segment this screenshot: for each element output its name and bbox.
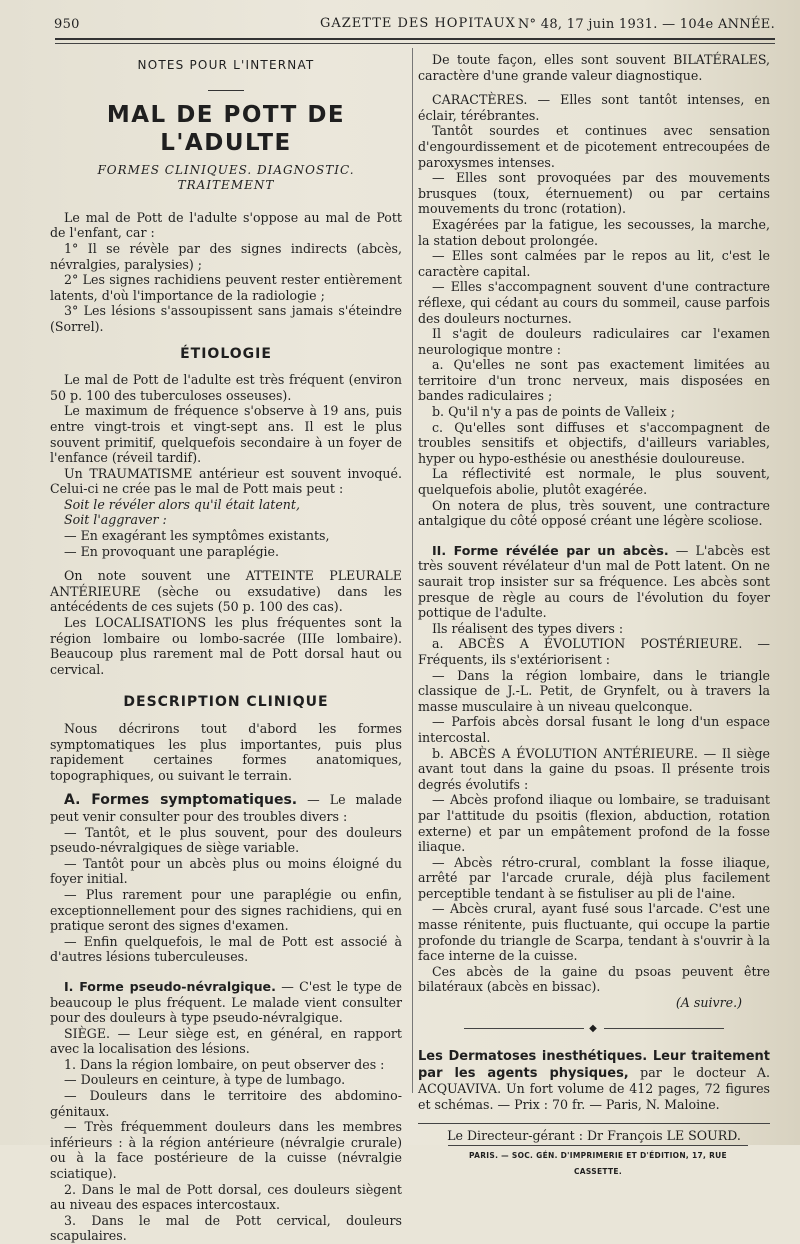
paragraph: — Douleurs dans le territoire des abdomino-génitaux. xyxy=(50,1088,402,1119)
paragraph: On notera de plus, très souvent, une contracture antalgique du côté opposé créant une légère scoliose. xyxy=(418,497,770,529)
subheading-abces: II. Forme révélée par un abcès. xyxy=(432,542,669,558)
paragraph: — Tantôt, et le plus souvent, pour des douleurs pseudo-névralgiques de siège variable. xyxy=(50,824,402,856)
paragraph: — Douleurs en ceinture, à type de lumbago. xyxy=(64,1072,346,1088)
column-separator xyxy=(412,48,413,1093)
paragraph: c. Qu'elles sont diffuses et s'accompagnent de troubles sensitifs et objectifs, d'ailleurs variables, hyper ou hypo-esthésie ou anesthésie douloureuse. xyxy=(418,419,770,466)
paragraph: 3. Dans le mal de Pott cervical, douleurs scapulaires. xyxy=(50,1212,402,1244)
issue-info: N° 48, 17 juin 1931. — 104e ANNÉE. xyxy=(517,17,775,32)
article-title: MAL DE POTT DE L'ADULTE xyxy=(106,101,346,156)
paragraph: b. Qu'il n'y a pas de points de Valleix ; xyxy=(432,404,675,420)
to-be-continued: (A suivre.) xyxy=(675,995,742,1011)
paragraph: — Parfois abcès dorsal fusant le long d'un espace intercostal. xyxy=(418,714,770,745)
paragraph: Exagérées par la fatigue, les secousses, la marche, la station debout prolongée. xyxy=(418,216,770,248)
paragraph: — Abcès rétro-crural, comblant la fosse iliaque, arrêté par l'arcade crurale, déjà plus facilement perceptible tendant à se fistuliser au pli de l'aine. xyxy=(418,854,770,901)
paragraph: Soit le révéler alors qu'il était latent, xyxy=(64,496,300,512)
paragraph: Ces abcès de la gaine du psoas peuvent être bilatéraux (abcès en bissac). xyxy=(418,963,770,995)
paragraph: Les LOCALISATIONS les plus fréquentes sont la région lombaire ou lombo-sacrée (IIIe lombaire). Beaucoup plus rarement mal de Pott dorsal haut ou cervical. xyxy=(50,615,402,677)
subheading-pseudo: I. Forme pseudo-névralgique. xyxy=(64,978,276,994)
heading-etiologie: ÉTIOLOGIE xyxy=(180,345,272,362)
intro-paragraph: 3° Les lésions s'assoupissent sans jamais s'éteindre (Sorrel). xyxy=(50,303,402,334)
paragraph: — Plus rarement pour une paraplégie ou enfin, exceptionnellement pour des signes rachidiens, qui en pratique seront des signes d'examen. xyxy=(50,886,402,934)
paragraph: On note souvent une ATTEINTE PLEURALE ANTÉRIEURE (sèche ou exsudative) dans les antécédents de ces sujets (50 p. 100 des cas). xyxy=(50,568,402,615)
paragraph: Tantôt sourdes et continues avec sensation d'engourdissement et de picotement entrecoupées de paroxysmes intenses. xyxy=(418,123,770,170)
paragraph: — En provoquant une paraplégie. xyxy=(64,543,279,559)
paragraph: A. Formes symptomatiques. — Le malade peut venir consulter pour des troubles divers : xyxy=(50,792,403,824)
paragraph: — Très fréquemment douleurs dans les membres inférieurs : à la région antérieure (névralgie crurale) ou à la face postérieure de la cuisse (névralgie sciatique). xyxy=(50,1119,402,1182)
header-rule-thin xyxy=(55,43,775,44)
paragraph: Il s'agit de douleurs radiculaires car l'examen neurologique montre : xyxy=(418,326,770,357)
right-column xyxy=(418,52,770,1179)
footer-rule xyxy=(418,1123,770,1124)
paragraph: Soit l'aggraver : xyxy=(64,512,167,528)
article-subtitle: FORMES CLINIQUES. DIAGNOSTIC. TRAITEMENT xyxy=(97,162,355,193)
paragraph: II. Forme révélée par un abcès. — L'abcès est très souvent révélateur d'un mal de Pott latent. On ne saurait trop insister sur sa fréquence. Les abcès sont presque de règle au cours de l'évolution du foyer pottique de l'adulte. xyxy=(418,542,770,621)
intro-paragraph: 2° Les signes rachidiens peuvent rester entièrement latents, d'où l'importance de la radiologie ; xyxy=(50,272,402,303)
book-title: Les Dermatoses inesthétiques. Leur traitement par les agents physiques, xyxy=(418,1049,770,1081)
paragraph: — Elles sont provoquées par des mouvements brusques (toux, éternuement) ou par certains mouvements du tronc (rotation). xyxy=(418,170,770,217)
paragraph: CARACTÈRES. — Elles sont tantôt intenses, en éclair, térébrantes. xyxy=(418,92,770,123)
paragraph: — Elles sont calmées par le repos au lit, c'est le caractère capital. xyxy=(418,248,770,279)
paragraph: a. Qu'elles ne sont pas exactement limitées au territoire d'un tronc nerveux, mais disposées en bandes radiculaires ; xyxy=(418,357,770,404)
paragraph: Un TRAUMATISME antérieur est souvent invoqué. Celui-ci ne crée pas le mal de Pott mais peut : xyxy=(50,465,402,497)
paragraph: Le mal de Pott de l'adulte est très fréquent (environ 50 p. 100 des tuberculoses osseuses). xyxy=(50,372,402,403)
paragraph: La réflectivité est normale, le plus souvent, quelquefois abolie, plutôt exagérée. xyxy=(418,466,770,498)
paragraph: Ils réalisent des types divers : xyxy=(432,620,624,636)
paragraph: b. ABCÈS A ÉVOLUTION ANTÉRIEURE. — Il siège avant tout dans la gaine du psoas. Il présente trois degrés évolutifs : xyxy=(418,745,770,792)
intro-paragraph: 1° Il se révèle par des signes indirects (abcès, névralgies, paralysies) ; xyxy=(50,240,402,272)
section-label: NOTES POUR L'INTERNAT xyxy=(137,58,315,72)
paragraph: — Elles s'accompagnent souvent d'une contracture réflexe, qui cédant au cours du sommeil, cause parfois des douleurs nocturnes. xyxy=(418,279,770,326)
page-number: 950 xyxy=(54,17,80,32)
heading-description: DESCRIPTION CLINIQUE xyxy=(123,694,329,711)
title-rule xyxy=(208,90,244,91)
paragraph: I. Forme pseudo-névralgique. — C'est le type de beaucoup le plus fréquent. Le malade vient consulter pour des douleurs à type pseudo-névralgique. xyxy=(50,978,402,1026)
header-rule xyxy=(55,38,775,40)
paragraph: Nous décrirons tout d'abord les formes symptomatiques les plus importantes, puis plus rapidement certaines formes anatomiques, topographiques, ou suivant le terrain. xyxy=(50,721,402,783)
ornament-divider: ◆ xyxy=(418,1021,770,1037)
page-header xyxy=(50,14,775,36)
paragraph: — Dans la région lombaire, dans le triangle classique de J.-L. Petit, de Grynfelt, ou à travers la masse musculaire à un niveau quelconque. xyxy=(418,667,770,714)
paragraph: — Abcès crural, ayant fusé sous l'arcade. C'est une masse rénitente, puis fluctuante, qui occupe la partie profonde du triangle de Scarpa, tendant à s'ouvrir à la face interne de la cuisse. xyxy=(418,901,770,964)
subheading-formes: A. Formes symptomatiques. xyxy=(64,792,298,809)
director-line: Le Directeur-gérant : Dr François LE SOURD. xyxy=(447,1127,741,1143)
book-notice: Les Dermatoses inesthétiques. Leur traitement par les agents physiques, par le docteur A. ACQUAVIVA. Un fort volume de 412 pages, 72 figures et schémas. — Prix : 70 fr. — Paris, N. Maloine. xyxy=(418,1049,770,1112)
paragraph: — Tantôt pour un abcès plus ou moins éloigné du foyer initial. xyxy=(50,855,402,887)
intro-paragraph: Le mal de Pott de l'adulte s'oppose au mal de Pott de l'enfant, car : xyxy=(50,209,402,241)
paragraph: — En exagérant les symptômes existants, xyxy=(64,528,330,544)
paragraph: — Abcès profond iliaque ou lombaire, se traduisant par l'attitude du psoitis (flexion, abduction, rotation externe) et par un empâtement profond de la fosse iliaque. xyxy=(418,792,770,855)
paragraph: Le maximum de fréquence s'observe à 19 ans, puis entre vingt-trois et vingt-sept ans. Il est le plus souvent primitif, quelquefois secondaire à un foyer de l'enfance (réveil tardif). xyxy=(50,403,402,466)
paragraph: — Enfin quelquefois, le mal de Pott est associé à d'autres lésions tuberculeuses. xyxy=(50,933,402,965)
paragraph: 2. Dans le mal de Pott dorsal, ces douleurs siègent au niveau des espaces intercostaux. xyxy=(50,1181,402,1213)
paragraph: SIÈGE. — Leur siège est, en général, en rapport avec la localisation des lésions. xyxy=(50,1025,402,1057)
paragraph: De toute façon, elles sont souvent BILATÉRALES, caractère d'une grande valeur diagnostique. xyxy=(418,52,770,83)
paragraph: a. ABCÈS A ÉVOLUTION POSTÉRIEURE. — Fréquents, ils s'extériorisent : xyxy=(418,636,770,667)
paragraph: 1. Dans la région lombaire, on peut observer des : xyxy=(64,1056,385,1072)
left-column xyxy=(50,52,402,1244)
journal-title: GAZETTE DES HOPITAUX xyxy=(320,16,516,31)
imprint-line: PARIS. — SOC. GÉN. D'IMPRIMERIE ET D'ÉDITION, 17, RUE CASSETTE. xyxy=(448,1145,748,1179)
